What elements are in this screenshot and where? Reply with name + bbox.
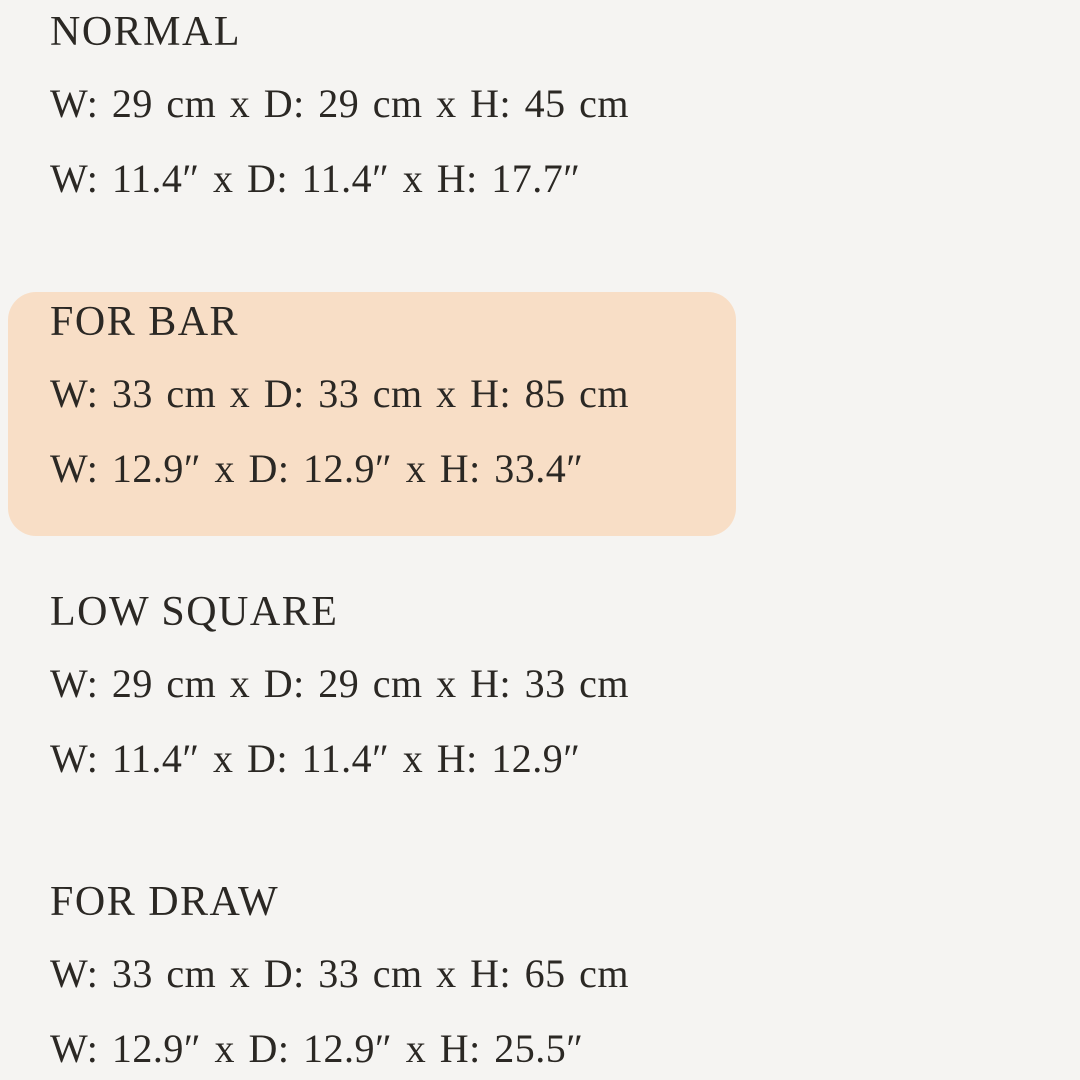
size-option-title: NORMAL <box>50 9 242 55</box>
size-dimensions-metric: W: 33 cm x D: 33 cm x H: 65 cm <box>50 951 629 996</box>
size-option-title: FOR BAR <box>50 299 240 345</box>
size-dimensions-imperial: W: 12.9″ x D: 12.9″ x H: 25.5″ <box>50 1026 584 1071</box>
size-option-for-bar-selected[interactable] <box>8 292 736 536</box>
size-option-normal[interactable] <box>8 2 736 246</box>
size-dimensions-imperial: W: 12.9″ x D: 12.9″ x H: 33.4″ <box>50 446 584 491</box>
size-option-for-draw[interactable] <box>8 872 736 1080</box>
size-option-title: FOR DRAW <box>50 879 280 925</box>
size-dimensions-metric: W: 33 cm x D: 33 cm x H: 85 cm <box>50 371 629 416</box>
size-dimensions-imperial: W: 11.4″ x D: 11.4″ x H: 12.9″ <box>50 736 581 781</box>
size-dimensions-imperial: W: 11.4″ x D: 11.4″ x H: 17.7″ <box>50 156 581 201</box>
size-option-title: LOW SQUARE <box>50 589 339 635</box>
size-dimensions-metric: W: 29 cm x D: 29 cm x H: 33 cm <box>50 661 629 706</box>
size-option-low-square[interactable] <box>8 582 736 826</box>
size-dimensions-metric: W: 29 cm x D: 29 cm x H: 45 cm <box>50 81 629 126</box>
